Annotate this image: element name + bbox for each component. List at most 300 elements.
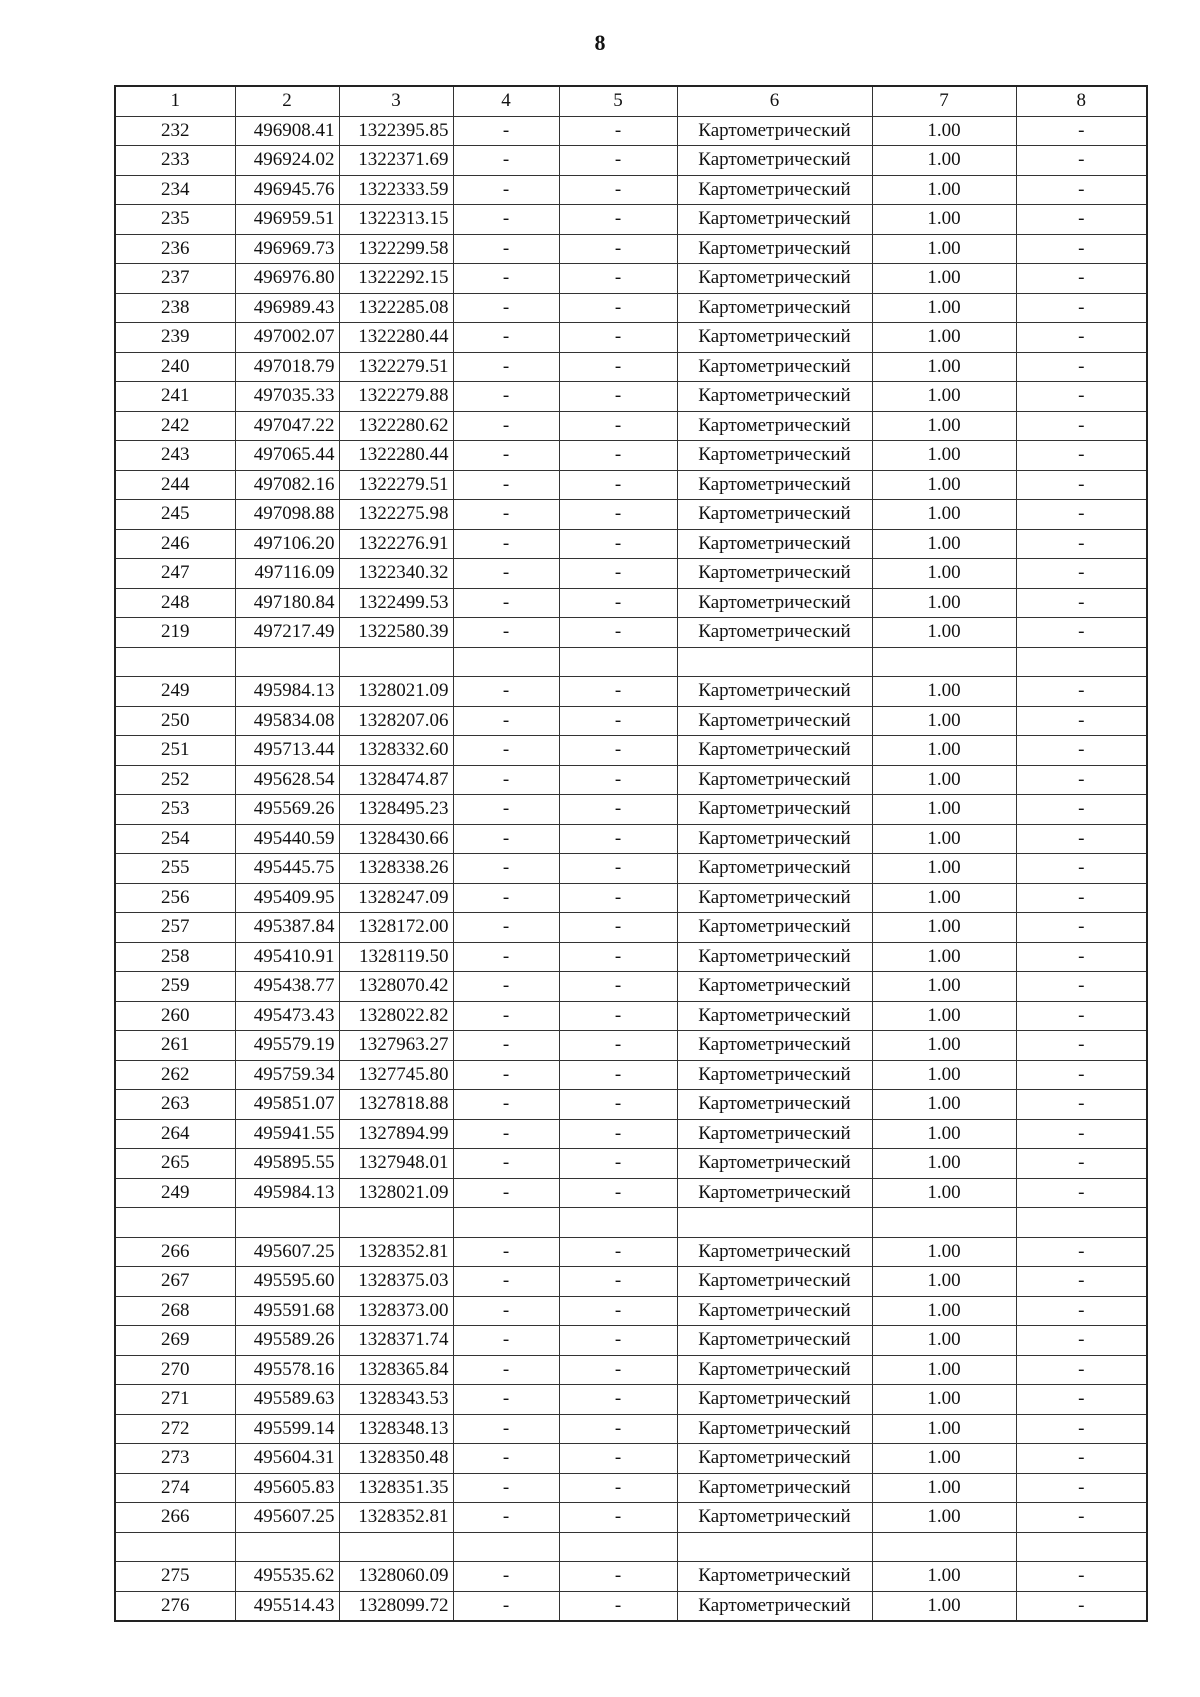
table-row (115, 736, 1147, 766)
col8-cell: - (1016, 1326, 1147, 1356)
accuracy-cell: 1.00 (872, 1178, 1016, 1208)
table-row (115, 1296, 1147, 1326)
method-cell: Картометрический (677, 500, 872, 530)
point-number-cell: 239 (115, 323, 235, 353)
table-row (115, 795, 1147, 825)
accuracy-cell: 1.00 (872, 765, 1016, 795)
y-coordinate-cell: 1322292.15 (339, 264, 453, 294)
table-row (115, 1473, 1147, 1503)
col4-cell: - (453, 736, 559, 766)
method-cell: Картометрический (677, 1355, 872, 1385)
accuracy-cell: 1.00 (872, 1326, 1016, 1356)
method-cell: Картометрический (677, 1149, 872, 1179)
point-number-cell: 247 (115, 559, 235, 589)
point-number-cell: 272 (115, 1414, 235, 1444)
column-header: 2 (235, 86, 339, 116)
method-cell: Картометрический (677, 854, 872, 884)
col4-cell: - (453, 618, 559, 648)
method-cell: Картометрический (677, 736, 872, 766)
y-coordinate-cell: 1322580.39 (339, 618, 453, 648)
point-number-cell: 266 (115, 1503, 235, 1533)
accuracy-cell (872, 1532, 1016, 1562)
point-number-cell: 276 (115, 1591, 235, 1621)
table-row (115, 618, 1147, 648)
x-coordinate-cell: 495595.60 (235, 1267, 339, 1297)
col5-cell: - (559, 1237, 677, 1267)
accuracy-cell: 1.00 (872, 1355, 1016, 1385)
col8-cell: - (1016, 1562, 1147, 1592)
x-coordinate-cell: 495535.62 (235, 1562, 339, 1592)
accuracy-cell: 1.00 (872, 588, 1016, 618)
accuracy-cell: 1.00 (872, 264, 1016, 294)
table-row (115, 824, 1147, 854)
y-coordinate-cell (339, 1208, 453, 1238)
col8-cell: - (1016, 1149, 1147, 1179)
col4-cell: - (453, 824, 559, 854)
method-cell: Картометрический (677, 883, 872, 913)
y-coordinate-cell: 1328371.74 (339, 1326, 453, 1356)
y-coordinate-cell: 1322313.15 (339, 205, 453, 235)
col8-cell: - (1016, 1296, 1147, 1326)
x-coordinate-cell: 495628.54 (235, 765, 339, 795)
col5-cell: - (559, 205, 677, 235)
col4-cell: - (453, 972, 559, 1002)
point-number-cell: 233 (115, 146, 235, 176)
point-number-cell: 267 (115, 1267, 235, 1297)
col5-cell: - (559, 795, 677, 825)
accuracy-cell: 1.00 (872, 795, 1016, 825)
col5-cell: - (559, 1385, 677, 1415)
x-coordinate-cell: 495713.44 (235, 736, 339, 766)
table-row (115, 293, 1147, 323)
col5-cell: - (559, 529, 677, 559)
col8-cell: - (1016, 500, 1147, 530)
method-cell: Картометрический (677, 411, 872, 441)
x-coordinate-cell: 497098.88 (235, 500, 339, 530)
y-coordinate-cell: 1322285.08 (339, 293, 453, 323)
col5-cell: - (559, 441, 677, 471)
col4-cell: - (453, 1001, 559, 1031)
accuracy-cell: 1.00 (872, 706, 1016, 736)
column-header: 7 (872, 86, 1016, 116)
table-row (115, 559, 1147, 589)
point-number-cell (115, 647, 235, 677)
table-row (115, 382, 1147, 412)
table-row (115, 913, 1147, 943)
col5-cell: - (559, 618, 677, 648)
table-row (115, 1208, 1147, 1238)
method-cell: Картометрический (677, 470, 872, 500)
method-cell: Картометрический (677, 765, 872, 795)
method-cell (677, 1208, 872, 1238)
method-cell: Картометрический (677, 293, 872, 323)
col8-cell: - (1016, 1414, 1147, 1444)
x-coordinate-cell: 496959.51 (235, 205, 339, 235)
point-number-cell: 248 (115, 588, 235, 618)
col8-cell: - (1016, 1355, 1147, 1385)
accuracy-cell: 1.00 (872, 1060, 1016, 1090)
col5-cell: - (559, 1473, 677, 1503)
col4-cell: - (453, 706, 559, 736)
col4-cell: - (453, 1237, 559, 1267)
column-header: 6 (677, 86, 872, 116)
point-number-cell: 254 (115, 824, 235, 854)
col5-cell: - (559, 854, 677, 884)
col8-cell: - (1016, 618, 1147, 648)
method-cell: Картометрический (677, 205, 872, 235)
point-number-cell: 252 (115, 765, 235, 795)
y-coordinate-cell: 1322276.91 (339, 529, 453, 559)
y-coordinate-cell: 1328119.50 (339, 942, 453, 972)
x-coordinate-cell: 496908.41 (235, 116, 339, 146)
point-number-cell: 249 (115, 1178, 235, 1208)
col4-cell: - (453, 1031, 559, 1061)
coordinates-table (114, 85, 1148, 1622)
col4-cell: - (453, 1503, 559, 1533)
col8-cell: - (1016, 1001, 1147, 1031)
point-number-cell: 271 (115, 1385, 235, 1415)
accuracy-cell: 1.00 (872, 529, 1016, 559)
method-cell: Картометрический (677, 529, 872, 559)
accuracy-cell: 1.00 (872, 1591, 1016, 1621)
method-cell: Картометрический (677, 588, 872, 618)
table-body (115, 116, 1147, 1621)
y-coordinate-cell: 1328365.84 (339, 1355, 453, 1385)
point-number-cell: 237 (115, 264, 235, 294)
accuracy-cell: 1.00 (872, 175, 1016, 205)
col4-cell: - (453, 1414, 559, 1444)
method-cell: Картометрический (677, 1267, 872, 1297)
y-coordinate-cell: 1322371.69 (339, 146, 453, 176)
col4-cell (453, 647, 559, 677)
col8-cell: - (1016, 175, 1147, 205)
y-coordinate-cell: 1328373.00 (339, 1296, 453, 1326)
accuracy-cell (872, 1208, 1016, 1238)
x-coordinate-cell: 497106.20 (235, 529, 339, 559)
column-header: 5 (559, 86, 677, 116)
col8-cell: - (1016, 1178, 1147, 1208)
method-cell: Картометрический (677, 824, 872, 854)
x-coordinate-cell: 495895.55 (235, 1149, 339, 1179)
x-coordinate-cell: 495604.31 (235, 1444, 339, 1474)
col5-cell: - (559, 1119, 677, 1149)
method-cell: Картометрический (677, 1562, 872, 1592)
col8-cell: - (1016, 1237, 1147, 1267)
method-cell: Картометрический (677, 618, 872, 648)
col8-cell: - (1016, 1031, 1147, 1061)
col5-cell: - (559, 1178, 677, 1208)
col5-cell: - (559, 942, 677, 972)
method-cell: Картометрический (677, 1414, 872, 1444)
table-row (115, 470, 1147, 500)
method-cell: Картометрический (677, 1178, 872, 1208)
method-cell: Картометрический (677, 1001, 872, 1031)
accuracy-cell: 1.00 (872, 352, 1016, 382)
col4-cell: - (453, 1267, 559, 1297)
method-cell (677, 1532, 872, 1562)
col8-cell: - (1016, 795, 1147, 825)
x-coordinate-cell: 495941.55 (235, 1119, 339, 1149)
y-coordinate-cell: 1328060.09 (339, 1562, 453, 1592)
point-number-cell: 268 (115, 1296, 235, 1326)
point-number-cell: 235 (115, 205, 235, 235)
col5-cell: - (559, 1031, 677, 1061)
method-cell: Картометрический (677, 1444, 872, 1474)
col4-cell: - (453, 559, 559, 589)
table-row (115, 972, 1147, 1002)
col5-cell: - (559, 293, 677, 323)
table-row (115, 1267, 1147, 1297)
col4-cell: - (453, 1060, 559, 1090)
table-row (115, 1326, 1147, 1356)
accuracy-cell: 1.00 (872, 1031, 1016, 1061)
method-cell: Картометрический (677, 1326, 872, 1356)
col4-cell: - (453, 913, 559, 943)
col4-cell: - (453, 1090, 559, 1120)
x-coordinate-cell (235, 1208, 339, 1238)
accuracy-cell: 1.00 (872, 1414, 1016, 1444)
table-row (115, 1532, 1147, 1562)
table-row (115, 942, 1147, 972)
accuracy-cell: 1.00 (872, 146, 1016, 176)
table-row (115, 529, 1147, 559)
accuracy-cell: 1.00 (872, 913, 1016, 943)
x-coordinate-cell: 496989.43 (235, 293, 339, 323)
method-cell: Картометрический (677, 1385, 872, 1415)
table-row (115, 765, 1147, 795)
col4-cell: - (453, 205, 559, 235)
y-coordinate-cell: 1328207.06 (339, 706, 453, 736)
col8-cell: - (1016, 352, 1147, 382)
y-coordinate-cell: 1327963.27 (339, 1031, 453, 1061)
col8-cell: - (1016, 264, 1147, 294)
y-coordinate-cell: 1328343.53 (339, 1385, 453, 1415)
point-number-cell: 242 (115, 411, 235, 441)
x-coordinate-cell: 495605.83 (235, 1473, 339, 1503)
table-row (115, 1178, 1147, 1208)
table-row (115, 175, 1147, 205)
col4-cell: - (453, 234, 559, 264)
col4-cell: - (453, 382, 559, 412)
x-coordinate-cell: 495473.43 (235, 1001, 339, 1031)
point-number-cell: 269 (115, 1326, 235, 1356)
col4-cell: - (453, 264, 559, 294)
y-coordinate-cell: 1328099.72 (339, 1591, 453, 1621)
point-number-cell: 232 (115, 116, 235, 146)
col8-cell: - (1016, 1591, 1147, 1621)
accuracy-cell: 1.00 (872, 824, 1016, 854)
accuracy-cell: 1.00 (872, 293, 1016, 323)
y-coordinate-cell: 1328247.09 (339, 883, 453, 913)
col8-cell: - (1016, 411, 1147, 441)
y-coordinate-cell: 1327745.80 (339, 1060, 453, 1090)
accuracy-cell: 1.00 (872, 1001, 1016, 1031)
x-coordinate-cell: 496969.73 (235, 234, 339, 264)
col4-cell: - (453, 1444, 559, 1474)
accuracy-cell: 1.00 (872, 972, 1016, 1002)
col5-cell (559, 1532, 677, 1562)
col5-cell: - (559, 1503, 677, 1533)
y-coordinate-cell: 1322340.32 (339, 559, 453, 589)
x-coordinate-cell: 497002.07 (235, 323, 339, 353)
col5-cell: - (559, 765, 677, 795)
col4-cell: - (453, 175, 559, 205)
point-number-cell: 241 (115, 382, 235, 412)
col5-cell: - (559, 352, 677, 382)
col4-cell: - (453, 1385, 559, 1415)
point-number-cell: 264 (115, 1119, 235, 1149)
accuracy-cell: 1.00 (872, 1444, 1016, 1474)
point-number-cell: 259 (115, 972, 235, 1002)
col5-cell: - (559, 706, 677, 736)
col5-cell: - (559, 1444, 677, 1474)
x-coordinate-cell: 495607.25 (235, 1503, 339, 1533)
point-number-cell: 234 (115, 175, 235, 205)
accuracy-cell: 1.00 (872, 411, 1016, 441)
col5-cell (559, 647, 677, 677)
col8-cell: - (1016, 942, 1147, 972)
table-row (115, 1562, 1147, 1592)
point-number-cell: 236 (115, 234, 235, 264)
col8-cell: - (1016, 293, 1147, 323)
accuracy-cell: 1.00 (872, 618, 1016, 648)
y-coordinate-cell: 1322299.58 (339, 234, 453, 264)
col5-cell: - (559, 677, 677, 707)
table-row (115, 1414, 1147, 1444)
method-cell: Картометрический (677, 795, 872, 825)
col8-cell: - (1016, 559, 1147, 589)
col4-cell: - (453, 293, 559, 323)
col5-cell: - (559, 1001, 677, 1031)
method-cell: Картометрический (677, 1060, 872, 1090)
point-number-cell: 256 (115, 883, 235, 913)
col8-cell: - (1016, 765, 1147, 795)
method-cell: Картометрический (677, 234, 872, 264)
table-row (115, 116, 1147, 146)
y-coordinate-cell: 1322395.85 (339, 116, 453, 146)
accuracy-cell: 1.00 (872, 1267, 1016, 1297)
y-coordinate-cell: 1328021.09 (339, 1178, 453, 1208)
point-number-cell: 258 (115, 942, 235, 972)
col4-cell: - (453, 1591, 559, 1621)
x-coordinate-cell: 496924.02 (235, 146, 339, 176)
point-number-cell: 250 (115, 706, 235, 736)
col5-cell: - (559, 1355, 677, 1385)
method-cell: Картометрический (677, 1473, 872, 1503)
table-row (115, 1237, 1147, 1267)
point-number-cell: 244 (115, 470, 235, 500)
method-cell: Картометрический (677, 706, 872, 736)
method-cell: Картометрический (677, 1237, 872, 1267)
point-number-cell (115, 1208, 235, 1238)
y-coordinate-cell: 1328474.87 (339, 765, 453, 795)
accuracy-cell: 1.00 (872, 1473, 1016, 1503)
col8-cell: - (1016, 382, 1147, 412)
table-row (115, 588, 1147, 618)
table-row (115, 706, 1147, 736)
col8-cell: - (1016, 1090, 1147, 1120)
x-coordinate-cell: 495607.25 (235, 1237, 339, 1267)
col8-cell: - (1016, 116, 1147, 146)
x-coordinate-cell: 497180.84 (235, 588, 339, 618)
method-cell: Картометрический (677, 264, 872, 294)
point-number-cell: 263 (115, 1090, 235, 1120)
point-number-cell: 253 (115, 795, 235, 825)
col8-cell: - (1016, 470, 1147, 500)
table-row (115, 677, 1147, 707)
accuracy-cell: 1.00 (872, 677, 1016, 707)
accuracy-cell: 1.00 (872, 883, 1016, 913)
table-row (115, 1090, 1147, 1120)
col5-cell: - (559, 1296, 677, 1326)
table-row (115, 1444, 1147, 1474)
point-number-cell: 274 (115, 1473, 235, 1503)
col5-cell: - (559, 1562, 677, 1592)
y-coordinate-cell: 1322275.98 (339, 500, 453, 530)
table-row (115, 883, 1147, 913)
method-cell: Картометрический (677, 323, 872, 353)
x-coordinate-cell: 495984.13 (235, 677, 339, 707)
col8-cell: - (1016, 146, 1147, 176)
column-header: 8 (1016, 86, 1147, 116)
col4-cell: - (453, 677, 559, 707)
col4-cell: - (453, 470, 559, 500)
col8-cell (1016, 1532, 1147, 1562)
col8-cell (1016, 1208, 1147, 1238)
col5-cell: - (559, 411, 677, 441)
col4-cell: - (453, 529, 559, 559)
column-header: 4 (453, 86, 559, 116)
table-row (115, 1591, 1147, 1621)
col5-cell: - (559, 234, 677, 264)
col5-cell: - (559, 1060, 677, 1090)
col8-cell: - (1016, 529, 1147, 559)
col5-cell: - (559, 824, 677, 854)
col5-cell: - (559, 470, 677, 500)
col5-cell: - (559, 1267, 677, 1297)
accuracy-cell: 1.00 (872, 470, 1016, 500)
col8-cell: - (1016, 1444, 1147, 1474)
accuracy-cell: 1.00 (872, 500, 1016, 530)
table-header-row (115, 86, 1147, 116)
col4-cell: - (453, 1473, 559, 1503)
x-coordinate-cell: 495445.75 (235, 854, 339, 884)
y-coordinate-cell: 1328375.03 (339, 1267, 453, 1297)
accuracy-cell: 1.00 (872, 1149, 1016, 1179)
method-cell: Картометрический (677, 441, 872, 471)
col4-cell: - (453, 588, 559, 618)
x-coordinate-cell: 495759.34 (235, 1060, 339, 1090)
y-coordinate-cell (339, 647, 453, 677)
point-number-cell: 219 (115, 618, 235, 648)
x-coordinate-cell: 495589.26 (235, 1326, 339, 1356)
y-coordinate-cell: 1322279.51 (339, 470, 453, 500)
accuracy-cell: 1.00 (872, 942, 1016, 972)
accuracy-cell: 1.00 (872, 382, 1016, 412)
col4-cell: - (453, 500, 559, 530)
table-row (115, 441, 1147, 471)
col4-cell: - (453, 854, 559, 884)
accuracy-cell: 1.00 (872, 1385, 1016, 1415)
x-coordinate-cell: 497047.22 (235, 411, 339, 441)
point-number-cell: 238 (115, 293, 235, 323)
col8-cell: - (1016, 854, 1147, 884)
table-row (115, 1385, 1147, 1415)
x-coordinate-cell: 497065.44 (235, 441, 339, 471)
point-number-cell: 260 (115, 1001, 235, 1031)
x-coordinate-cell: 497035.33 (235, 382, 339, 412)
col5-cell: - (559, 559, 677, 589)
